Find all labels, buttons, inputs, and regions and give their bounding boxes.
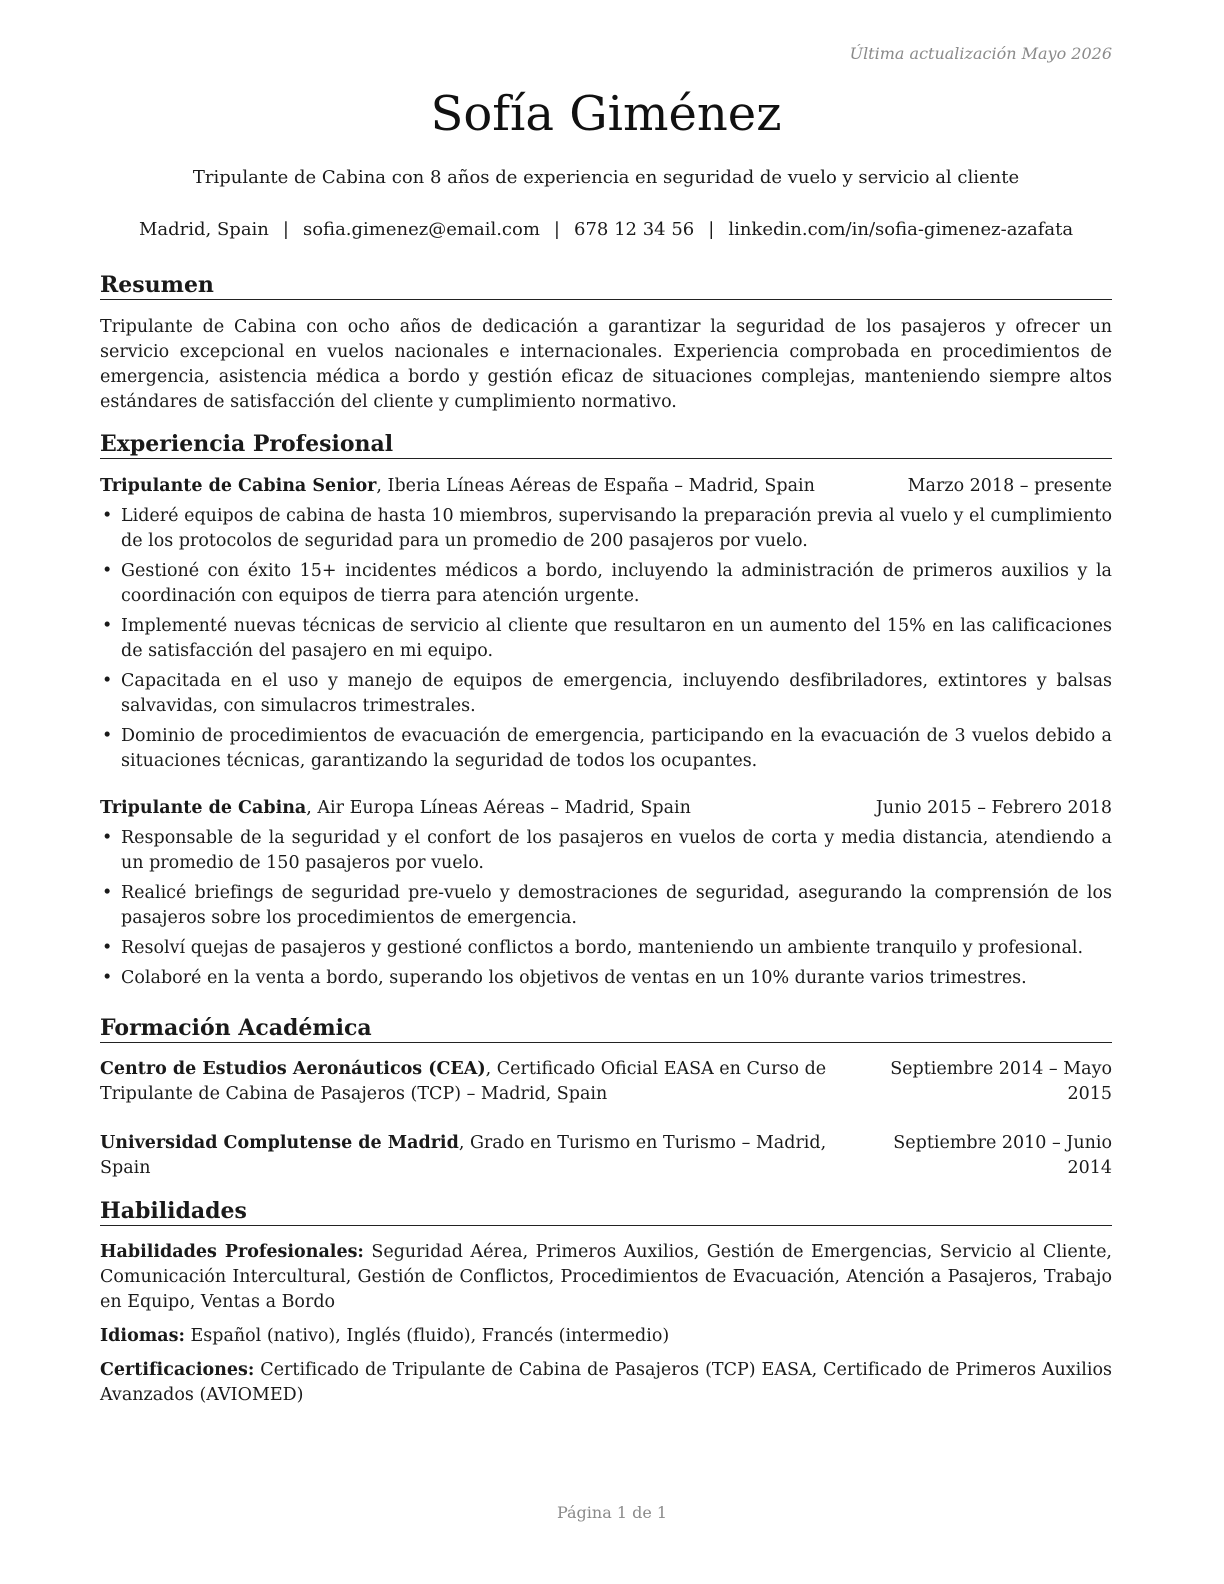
job-dates: Marzo 2018 – presente xyxy=(907,476,1112,496)
summary-text: Tripulante de Cabina con ocho años de dedicación a garantizar la seguridad de los pasajeros y ofrecer un servicio excepcional en vuelos nacionales e internacionales. Experiencia comprobada en procedimientos de emergencia, asistencia médica a bordo y gestión eficaz de situaciones complejas, manteniendo siempre altos estándares de satisfacción del cliente y cumplimiento normativo. xyxy=(100,317,1112,412)
education-school: Universidad Complutense de Madrid xyxy=(100,1133,459,1153)
tagline: Tripulante de Cabina con 8 años de experiencia en seguridad de vuelo y servicio al cliente xyxy=(192,167,1020,188)
last-updated: Última actualización Mayo 2026 xyxy=(849,44,1112,63)
list-item: • Gestioné con éxito 15+ incidentes médicos a bordo, incluyendo la administración de primeros auxilios y la coordinación con equipos de tierra para atención urgente. xyxy=(100,559,1112,609)
list-item: • Implementé nuevas técnicas de servicio al cliente que resultaron en un aumento del 15% en las calificaciones de satisfacción del pasajero en mi equipo. xyxy=(100,614,1112,664)
education-dates: Septiembre 2010 – Junio 2014 xyxy=(893,1133,1112,1178)
skill-label: Habilidades Profesionales: xyxy=(100,1242,364,1262)
education-item xyxy=(100,1131,1112,1181)
contact-separator: | xyxy=(708,219,715,240)
job-header xyxy=(100,796,1112,821)
list-item: • Capacitada en el uso y manejo de equipos de emergencia, incluyendo desfibriladores, extintores y balsas salvavidas, con simulacros trimestrales. xyxy=(100,669,1112,719)
education-program: , Certificado Oficial EASA en Curso de Tripulante de Cabina de Pasajeros (TCP) – Madrid, Spain xyxy=(100,1059,827,1104)
education-item xyxy=(100,1057,1112,1107)
education-detail xyxy=(100,1057,880,1107)
list-item: • Responsable de la seguridad y el confort de los pasajeros en vuelos de corta y media distancia, atendiendo a un promedio de 150 pasajeros por vuelo. xyxy=(100,826,1112,876)
contact-separator: | xyxy=(553,219,560,240)
contact-email[interactable]: sofia.gimenez@email.com xyxy=(302,219,540,240)
skill-label: Certificaciones: xyxy=(100,1360,255,1380)
education-dates: Septiembre 2014 – Mayo 2015 xyxy=(890,1059,1112,1104)
list-item: • Colaboré en la venta a bordo, superando los objetivos de ventas en un 10% durante varios trimestres. xyxy=(100,966,1112,991)
skill-group xyxy=(100,1324,1112,1349)
job-title-line xyxy=(100,474,815,499)
section-title-experience: Experiencia Profesional xyxy=(100,430,1112,459)
education-program: , Grado en Turismo en Turismo – Madrid, Spain xyxy=(100,1133,827,1178)
list-item: • Dominio de procedimientos de evacuación de emergencia, participando en la evacuación de 3 vuelos debido a situaciones técnicas, garantizando la seguridad de todos los ocupantes. xyxy=(100,724,1112,774)
contact-phone: 678 12 34 56 xyxy=(574,219,695,240)
skill-text: Español (nativo), Inglés (fluido), Francés (intermedio) xyxy=(184,1326,670,1346)
job-company: , Iberia Líneas Aéreas de España – Madrid, Spain xyxy=(376,476,815,496)
list-item: • Resolví quejas de pasajeros y gestioné conflictos a bordo, manteniendo un ambiente tranquilo y profesional. xyxy=(100,936,1112,961)
contact-separator: | xyxy=(282,219,289,240)
section-title-summary: Resumen xyxy=(100,271,1112,300)
job-company: , Air Europa Líneas Aéreas – Madrid, Spain xyxy=(306,798,691,818)
job-role: Tripulante de Cabina Senior xyxy=(100,476,377,496)
education-school: Centro de Estudios Aeronáuticos (CEA) xyxy=(100,1059,486,1079)
education-detail xyxy=(100,1131,880,1181)
list-item: • Realicé briefings de seguridad pre-vuelo y demostraciones de seguridad, asegurando la comprensión de los pasajeros sobre los procedimientos de emergencia. xyxy=(100,881,1112,931)
section-title-education: Formación Académica xyxy=(100,1014,1112,1043)
candidate-name: Sofía Giménez xyxy=(430,86,782,142)
job-bullets xyxy=(100,826,1112,996)
contact-linkedin[interactable]: linkedin.com/in/sofia-gimenez-azafata xyxy=(728,219,1074,240)
page-number: Página 1 de 1 xyxy=(556,1503,668,1522)
contact-location: Madrid, Spain xyxy=(138,219,269,240)
skill-label: Idiomas: xyxy=(100,1326,185,1346)
section-title-skills: Habilidades xyxy=(100,1197,1112,1226)
list-item: • Lideré equipos de cabina de hasta 10 miembros, supervisando la preparación previa al vuelo y el cumplimiento de los protocolos de seguridad para un promedio de 200 pasajeros por vuelo. xyxy=(100,504,1112,554)
job-role: Tripulante de Cabina xyxy=(100,798,307,818)
skill-text: Seguridad Aérea, Primeros Auxilios, Gestión de Emergencias, Servicio al Cliente, Comunicación Intercultural, Gestión de Conflictos, Procedimientos de Evacuación, Atención a Pasajeros, Trabajo en Equipo, Ventas a Bordo xyxy=(100,1242,1112,1312)
skill-text: Certificado de Tripulante de Cabina de Pasajeros (TCP) EASA, Certificado de Primeros Auxilios Avanzados (AVIOMED) xyxy=(100,1360,1112,1405)
skill-group xyxy=(100,1358,1112,1408)
skill-group xyxy=(100,1240,1112,1315)
job-title-line xyxy=(100,796,691,821)
job-bullets xyxy=(100,504,1112,779)
contact-line xyxy=(100,219,1112,240)
job-header xyxy=(100,474,1112,499)
job-dates: Junio 2015 – Febrero 2018 xyxy=(875,798,1112,818)
